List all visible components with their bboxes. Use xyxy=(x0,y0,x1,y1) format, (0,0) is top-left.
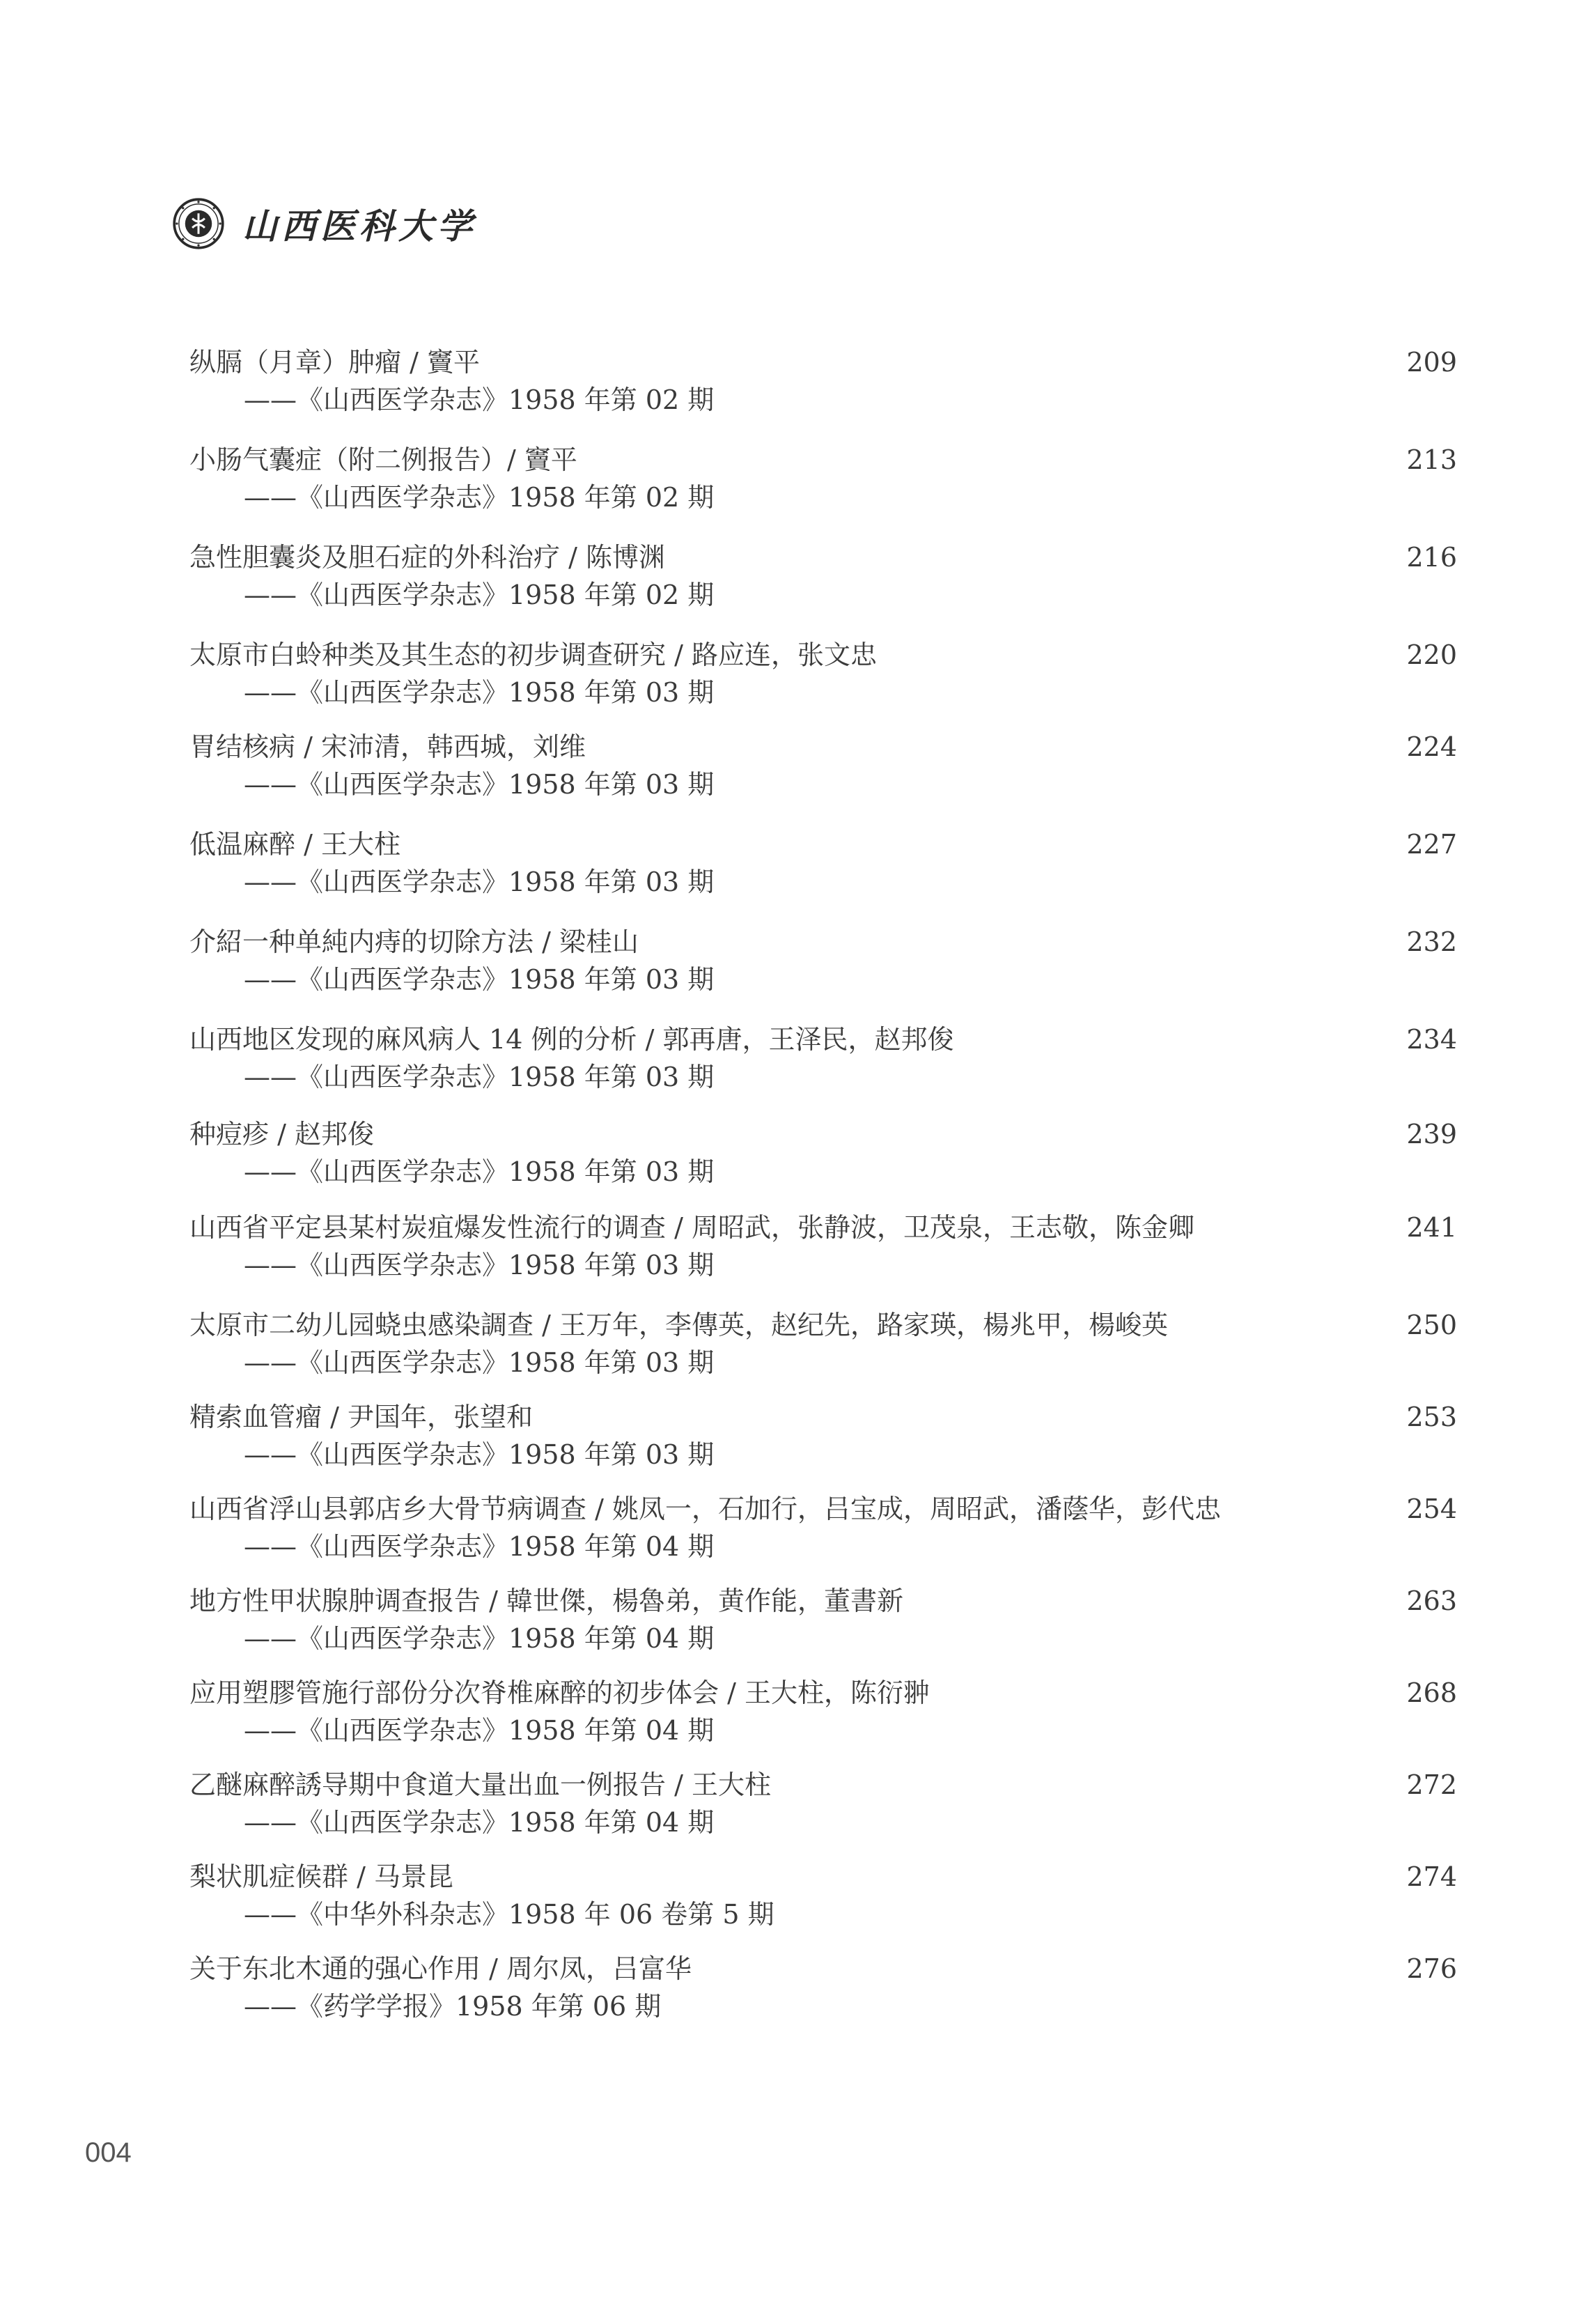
entry-title: 种痘疹 / 赵邦俊 xyxy=(189,1119,374,1149)
entry-source: ——《山西医学杂志》1958 年第 02 期 xyxy=(244,482,715,513)
entry-title: 山西省平定县某村炭疽爆发性流行的调查 / 周昭武，张静波，卫茂泉，王志敬，陈金卿 xyxy=(189,1212,1194,1243)
entry-source: ——《山西医学杂志》1958 年第 03 期 xyxy=(244,964,715,995)
entry-title: 急性胆囊炎及胆石症的外科治疗 / 陈博渊 xyxy=(189,542,665,573)
entry-title: 地方性甲状腺肿调查报告 / 韓世傑，楊魯弟，黄作能，董書新 xyxy=(189,1586,903,1616)
entry-source: ——《山西医学杂志》1958 年第 02 期 xyxy=(244,580,715,610)
entry-source: ——《山西医学杂志》1958 年第 04 期 xyxy=(244,1715,715,1746)
toc-entry[interactable] xyxy=(189,638,1457,722)
entry-page-number: 268 xyxy=(1406,1678,1457,1708)
entry-page-number: 241 xyxy=(1406,1212,1457,1243)
entry-title: 太原市二幼儿园蛲虫感染調查 / 王万年，李傳英，赵纪先，路家瑛，楊兆甲，楊峻英 xyxy=(189,1310,1168,1340)
entry-title: 梨状肌症候群 / 马景昆 xyxy=(189,1861,453,1892)
entry-source: ——《药学学报》1958 年第 06 期 xyxy=(244,1991,662,2022)
toc-entry[interactable] xyxy=(189,1492,1457,1576)
entry-source: ——《山西医学杂志》1958 年第 03 期 xyxy=(244,1439,715,1470)
entry-title: 关于东北木通的强心作用 / 周尔凤，吕富华 xyxy=(189,1953,692,1984)
entry-source: ——《山西医学杂志》1958 年第 04 期 xyxy=(244,1807,715,1838)
toc-entry[interactable] xyxy=(189,925,1457,1009)
toc-entry[interactable] xyxy=(189,1023,1457,1106)
toc-entry[interactable] xyxy=(189,1860,1457,1944)
entry-source: ——《山西医学杂志》1958 年第 03 期 xyxy=(244,867,715,897)
entry-page-number: 253 xyxy=(1406,1402,1457,1432)
entry-title: 纵膈（月章）肿瘤 / 竇平 xyxy=(189,347,480,378)
entry-title: 山西省浮山县郭店乡大骨节病调查 / 姚凤一，石加行，吕宝成，周昭武，潘蔭华，彭代忠 xyxy=(189,1494,1221,1524)
entry-source: ——《山西医学杂志》1958 年第 03 期 xyxy=(244,677,715,708)
page-header xyxy=(173,192,476,255)
entry-page-number: 227 xyxy=(1406,829,1457,860)
toc-entry[interactable] xyxy=(189,541,1457,624)
toc-entry[interactable] xyxy=(189,730,1457,814)
entry-page-number: 263 xyxy=(1406,1586,1457,1616)
toc-entry[interactable] xyxy=(189,1952,1457,2036)
entry-page-number: 276 xyxy=(1406,1953,1457,1984)
entry-source: ——《山西医学杂志》1958 年第 03 期 xyxy=(244,1156,715,1187)
toc-entry[interactable] xyxy=(189,346,1457,429)
entry-title: 乙醚麻醉誘导期中食道大量出血一例报告 / 王大柱 xyxy=(189,1769,771,1800)
entry-title: 应用塑膠管施行部份分次脊椎麻醉的初步体会 / 王大柱，陈衍翀 xyxy=(189,1678,930,1708)
entry-title: 低温麻醉 / 王大柱 xyxy=(189,829,400,860)
university-seal-icon xyxy=(173,198,224,249)
entry-page-number: 209 xyxy=(1406,347,1457,378)
toc-entry[interactable] xyxy=(189,1211,1457,1294)
toc-entry[interactable] xyxy=(189,1584,1457,1668)
entry-title: 山西地区发现的麻风病人 14 例的分析 / 郭再唐，王泽民，赵邦俊 xyxy=(189,1024,954,1055)
entry-title: 介紹一种单純内痔的切除方法 / 梁桂山 xyxy=(189,927,639,957)
entry-source: ——《山西医学杂志》1958 年第 04 期 xyxy=(244,1531,715,1562)
entry-page-number: 272 xyxy=(1406,1769,1457,1800)
page-number: 004 xyxy=(85,2137,132,2168)
entry-source: ——《山西医学杂志》1958 年第 02 期 xyxy=(244,385,715,415)
toc-entry[interactable] xyxy=(189,1400,1457,1484)
entry-page-number: 274 xyxy=(1406,1861,1457,1892)
entry-title: 太原市白蛉种类及其生态的初步调查研究 / 路应连，张文忠 xyxy=(189,640,877,670)
toc-entry[interactable] xyxy=(189,1308,1457,1392)
entry-title: 小肠气囊症（附二例报告）/ 竇平 xyxy=(189,444,577,475)
toc-entry[interactable] xyxy=(189,828,1457,911)
entry-page-number: 250 xyxy=(1406,1310,1457,1340)
entry-page-number: 239 xyxy=(1406,1119,1457,1149)
toc-entry[interactable] xyxy=(189,1676,1457,1760)
entry-page-number: 216 xyxy=(1406,542,1457,573)
entry-title: 胃结核病 / 宋沛清，韩西城，刘维 xyxy=(189,731,586,762)
toc-entry[interactable] xyxy=(189,1117,1457,1201)
entry-source: ——《山西医学杂志》1958 年第 03 期 xyxy=(244,1062,715,1092)
entry-page-number: 234 xyxy=(1406,1024,1457,1055)
entry-page-number: 220 xyxy=(1406,640,1457,670)
entry-source: ——《山西医学杂志》1958 年第 04 期 xyxy=(244,1623,715,1654)
entry-source: ——《山西医学杂志》1958 年第 03 期 xyxy=(244,1250,715,1280)
entry-page-number: 213 xyxy=(1406,444,1457,475)
entry-title: 精索血管瘤 / 尹国年，张望和 xyxy=(189,1402,533,1432)
entry-source: ——《山西医学杂志》1958 年第 03 期 xyxy=(244,769,715,800)
entry-page-number: 254 xyxy=(1406,1494,1457,1524)
university-name: 山西医科大学 xyxy=(242,206,476,247)
entry-page-number: 232 xyxy=(1406,927,1457,957)
toc-entry[interactable] xyxy=(189,443,1457,527)
entry-source: ——《中华外科杂志》1958 年 06 卷第 5 期 xyxy=(244,1899,774,1930)
entry-source: ——《山西医学杂志》1958 年第 03 期 xyxy=(244,1347,715,1378)
entry-page-number: 224 xyxy=(1406,731,1457,762)
toc-entry[interactable] xyxy=(189,1768,1457,1852)
